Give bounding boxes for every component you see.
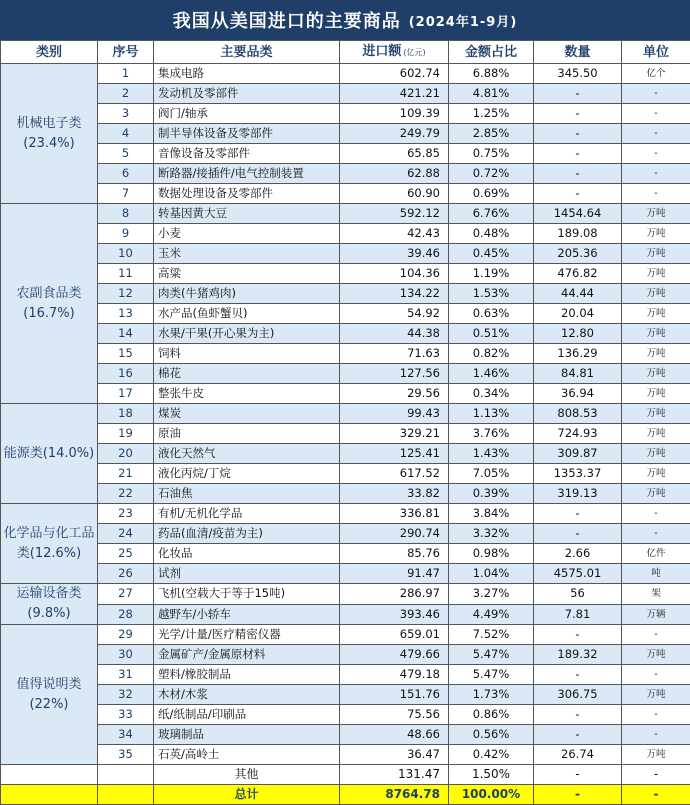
row-unit: 万吨 [622, 424, 690, 444]
row-seq: 17 [98, 384, 154, 404]
row-share: 2.85% [449, 124, 534, 144]
row-quantity: 724.93 [534, 424, 622, 444]
row-import-value: 39.46 [340, 244, 449, 264]
row-share: 1.13% [449, 404, 534, 424]
table-row [1, 705, 690, 725]
table-row [1, 224, 690, 244]
row-share: 1.73% [449, 685, 534, 705]
row-quantity: 189.32 [534, 645, 622, 665]
row-unit: 万吨 [622, 204, 690, 224]
table-row [1, 464, 690, 484]
row-seq: 7 [98, 184, 154, 204]
header-qty: 数量 [534, 41, 622, 64]
row-import-value: 479.18 [340, 665, 449, 685]
table-row [1, 665, 690, 685]
row-quantity: - [534, 184, 622, 204]
header-value-unit: (亿元) [403, 48, 425, 57]
row-seq: 31 [98, 665, 154, 685]
row-item-name: 断路器/接插件/电气控制装置 [154, 164, 340, 184]
row-import-value: 33.82 [340, 484, 449, 504]
row-item-name: 小麦 [154, 224, 340, 244]
table-row [1, 384, 690, 404]
row-import-value: 71.63 [340, 344, 449, 364]
row-unit: 万吨 [622, 384, 690, 404]
row-item-name: 试剂 [154, 564, 340, 584]
table-row [1, 484, 690, 504]
table-row [1, 304, 690, 324]
page-title [0, 0, 690, 40]
table-row [1, 504, 690, 524]
category-label: 农副食品类(16.7%) [1, 204, 98, 404]
other-row [1, 765, 690, 785]
row-quantity: 1353.37 [534, 464, 622, 484]
row-unit: 万吨 [622, 444, 690, 464]
table-row [1, 164, 690, 184]
row-seq: 3 [98, 104, 154, 124]
row-unit: 万吨 [622, 264, 690, 284]
row-import-value: 54.92 [340, 304, 449, 324]
row-item-name: 越野车/小轿车 [154, 604, 340, 625]
row-import-value: 479.66 [340, 645, 449, 665]
row-unit: 吨 [622, 564, 690, 584]
import-table [0, 40, 690, 805]
row-seq: 4 [98, 124, 154, 144]
row-seq: 5 [98, 144, 154, 164]
row-unit: 亿个 [622, 64, 690, 84]
row-import-value: 42.43 [340, 224, 449, 244]
total-label: 总计 [154, 785, 340, 805]
row-import-value: 104.36 [340, 264, 449, 284]
row-share: 0.72% [449, 164, 534, 184]
table-row [1, 645, 690, 665]
row-share: 0.51% [449, 324, 534, 344]
other-unit: - [622, 765, 690, 785]
header-category: 类别 [1, 41, 98, 64]
other-label: 其他 [154, 765, 340, 785]
row-seq: 34 [98, 725, 154, 745]
total-seq-cell [98, 785, 154, 805]
table-row [1, 284, 690, 304]
row-item-name: 整张牛皮 [154, 384, 340, 404]
row-import-value: 127.56 [340, 364, 449, 384]
row-import-value: 91.47 [340, 564, 449, 584]
table-row [1, 544, 690, 564]
row-quantity: 306.75 [534, 685, 622, 705]
row-quantity: - [534, 504, 622, 524]
row-import-value: 36.47 [340, 745, 449, 765]
row-share: 4.49% [449, 604, 534, 625]
category-label: 能源类(14.0%) [1, 404, 98, 504]
total-blank-cell [1, 785, 98, 805]
row-item-name: 液化丙烷/丁烷 [154, 464, 340, 484]
row-import-value: 602.74 [340, 64, 449, 84]
row-item-name: 棉花 [154, 364, 340, 384]
row-unit: 万吨 [622, 404, 690, 424]
other-share: 1.50% [449, 765, 534, 785]
row-item-name: 玉米 [154, 244, 340, 264]
row-quantity: 44.44 [534, 284, 622, 304]
row-seq: 30 [98, 645, 154, 665]
other-seq-cell [98, 765, 154, 785]
row-unit: 万吨 [622, 364, 690, 384]
header-share: 金额占比 [449, 41, 534, 64]
category-label: 值得说明类(22%) [1, 625, 98, 765]
category-label: 化学品与化工品类(12.6%) [1, 504, 98, 584]
row-unit: - [622, 725, 690, 745]
table-row [1, 184, 690, 204]
row-seq: 20 [98, 444, 154, 464]
table-row [1, 424, 690, 444]
row-quantity: - [534, 104, 622, 124]
row-share: 0.86% [449, 705, 534, 725]
row-unit: 万吨 [622, 324, 690, 344]
row-unit: - [622, 124, 690, 144]
row-share: 3.76% [449, 424, 534, 444]
row-unit: 万吨 [622, 745, 690, 765]
row-seq: 12 [98, 284, 154, 304]
table-row [1, 584, 690, 605]
row-unit: - [622, 504, 690, 524]
row-unit: 万吨 [622, 344, 690, 364]
table-row [1, 104, 690, 124]
row-quantity: 345.50 [534, 64, 622, 84]
table-row [1, 604, 690, 625]
row-item-name: 制半导体设备及零部件 [154, 124, 340, 144]
row-import-value: 85.76 [340, 544, 449, 564]
row-import-value: 29.56 [340, 384, 449, 404]
row-seq: 6 [98, 164, 154, 184]
row-import-value: 44.38 [340, 324, 449, 344]
row-import-value: 393.46 [340, 604, 449, 625]
header-row [1, 41, 690, 64]
row-unit: - [622, 524, 690, 544]
row-seq: 2 [98, 84, 154, 104]
row-import-value: 249.79 [340, 124, 449, 144]
row-quantity: 136.29 [534, 344, 622, 364]
category-label: 机械电子类(23.4%) [1, 64, 98, 204]
row-share: 0.56% [449, 725, 534, 745]
row-item-name: 药品(血清/疫苗为主) [154, 524, 340, 544]
row-share: 1.46% [449, 364, 534, 384]
row-unit: 万辆 [622, 604, 690, 625]
row-share: 0.34% [449, 384, 534, 404]
row-item-name: 水产品(鱼虾蟹贝) [154, 304, 340, 324]
row-unit: - [622, 665, 690, 685]
row-unit: - [622, 705, 690, 725]
row-seq: 32 [98, 685, 154, 705]
row-share: 0.42% [449, 745, 534, 765]
table-row [1, 725, 690, 745]
row-quantity: 309.87 [534, 444, 622, 464]
row-unit: 万吨 [622, 464, 690, 484]
row-share: 3.27% [449, 584, 534, 605]
total-row [1, 785, 690, 805]
row-seq: 25 [98, 544, 154, 564]
table-row [1, 244, 690, 264]
row-quantity: - [534, 725, 622, 745]
row-import-value: 659.01 [340, 625, 449, 645]
row-share: 5.47% [449, 645, 534, 665]
row-unit: 万吨 [622, 284, 690, 304]
row-seq: 28 [98, 604, 154, 625]
row-quantity: - [534, 625, 622, 645]
table-row [1, 144, 690, 164]
row-item-name: 转基因黄大豆 [154, 204, 340, 224]
row-seq: 33 [98, 705, 154, 725]
row-unit: 万吨 [622, 224, 690, 244]
row-item-name: 塑料/橡胶制品 [154, 665, 340, 685]
row-quantity: - [534, 665, 622, 685]
row-import-value: 109.39 [340, 104, 449, 124]
row-quantity: 36.94 [534, 384, 622, 404]
table-row [1, 204, 690, 224]
row-share: 1.43% [449, 444, 534, 464]
row-quantity: - [534, 705, 622, 725]
table-row [1, 364, 690, 384]
row-quantity: 189.08 [534, 224, 622, 244]
table-row [1, 524, 690, 544]
row-seq: 14 [98, 324, 154, 344]
row-seq: 24 [98, 524, 154, 544]
row-share: 0.39% [449, 484, 534, 504]
row-unit: 万吨 [622, 244, 690, 264]
row-seq: 23 [98, 504, 154, 524]
row-import-value: 290.74 [340, 524, 449, 544]
row-seq: 16 [98, 364, 154, 384]
row-item-name: 金属矿产/金属原材料 [154, 645, 340, 665]
total-unit: - [622, 785, 690, 805]
row-seq: 13 [98, 304, 154, 324]
table-row [1, 324, 690, 344]
table-row [1, 264, 690, 284]
table-row [1, 745, 690, 765]
row-share: 7.05% [449, 464, 534, 484]
row-seq: 19 [98, 424, 154, 444]
row-seq: 29 [98, 625, 154, 645]
row-unit: 万吨 [622, 685, 690, 705]
row-share: 5.47% [449, 665, 534, 685]
header-value-label: 进口额 [362, 44, 401, 59]
row-share: 1.19% [449, 264, 534, 284]
row-import-value: 286.97 [340, 584, 449, 605]
row-quantity: 26.74 [534, 745, 622, 765]
header-item: 主要品类 [154, 41, 340, 64]
header-seq: 序号 [98, 41, 154, 64]
row-import-value: 336.81 [340, 504, 449, 524]
row-share: 6.76% [449, 204, 534, 224]
table-row [1, 444, 690, 464]
row-item-name: 音像设备及零部件 [154, 144, 340, 164]
row-unit: - [622, 184, 690, 204]
row-share: 0.69% [449, 184, 534, 204]
row-import-value: 75.56 [340, 705, 449, 725]
row-share: 7.52% [449, 625, 534, 645]
table-row [1, 344, 690, 364]
row-seq: 11 [98, 264, 154, 284]
header-unit: 单位 [622, 41, 690, 64]
row-share: 3.32% [449, 524, 534, 544]
table-body [1, 64, 690, 805]
row-import-value: 151.76 [340, 685, 449, 705]
row-seq: 8 [98, 204, 154, 224]
row-quantity: 1454.64 [534, 204, 622, 224]
table-row [1, 64, 690, 84]
row-item-name: 玻璃制品 [154, 725, 340, 745]
total-quantity: - [534, 785, 622, 805]
row-item-name: 集成电路 [154, 64, 340, 84]
row-seq: 35 [98, 745, 154, 765]
row-share: 0.98% [449, 544, 534, 564]
row-unit: 亿件 [622, 544, 690, 564]
row-item-name: 饲料 [154, 344, 340, 364]
row-share: 0.75% [449, 144, 534, 164]
row-quantity: 12.80 [534, 324, 622, 344]
row-import-value: 134.22 [340, 284, 449, 304]
row-share: 4.81% [449, 84, 534, 104]
row-import-value: 62.88 [340, 164, 449, 184]
row-seq: 15 [98, 344, 154, 364]
row-seq: 9 [98, 224, 154, 244]
row-seq: 22 [98, 484, 154, 504]
title-subtitle: (2024年1-9月) [409, 11, 518, 30]
row-item-name: 有机/无机化学品 [154, 504, 340, 524]
row-import-value: 65.85 [340, 144, 449, 164]
row-share: 0.45% [449, 244, 534, 264]
row-import-value: 48.66 [340, 725, 449, 745]
table-row [1, 84, 690, 104]
row-unit: - [622, 144, 690, 164]
row-unit: 架 [622, 584, 690, 605]
total-share: 100.00% [449, 785, 534, 805]
row-quantity: 7.81 [534, 604, 622, 625]
row-quantity: - [534, 84, 622, 104]
row-share: 1.25% [449, 104, 534, 124]
row-share: 3.84% [449, 504, 534, 524]
row-item-name: 光学/计量/医疗精密仪器 [154, 625, 340, 645]
row-import-value: 421.21 [340, 84, 449, 104]
row-item-name: 水果/干果(开心果为主) [154, 324, 340, 344]
row-share: 0.48% [449, 224, 534, 244]
row-unit: - [622, 84, 690, 104]
row-quantity: 20.04 [534, 304, 622, 324]
row-quantity: - [534, 124, 622, 144]
row-quantity: 4575.01 [534, 564, 622, 584]
category-label: 运输设备类(9.8%) [1, 584, 98, 625]
row-quantity: 2.66 [534, 544, 622, 564]
other-quantity: - [534, 765, 622, 785]
row-item-name: 数据处理设备及零部件 [154, 184, 340, 204]
table-row [1, 625, 690, 645]
row-item-name: 飞机(空载大于等于15吨) [154, 584, 340, 605]
row-share: 0.82% [449, 344, 534, 364]
row-item-name: 发动机及零部件 [154, 84, 340, 104]
total-value: 8764.78 [340, 785, 449, 805]
row-share: 0.63% [449, 304, 534, 324]
row-item-name: 化妆品 [154, 544, 340, 564]
row-import-value: 592.12 [340, 204, 449, 224]
table-row [1, 685, 690, 705]
row-item-name: 肉类(牛猪鸡肉) [154, 284, 340, 304]
row-unit: 万吨 [622, 645, 690, 665]
row-unit: - [622, 625, 690, 645]
row-item-name: 石英/高岭土 [154, 745, 340, 765]
row-seq: 27 [98, 584, 154, 605]
table-row [1, 404, 690, 424]
row-seq: 10 [98, 244, 154, 264]
row-quantity: - [534, 164, 622, 184]
row-unit: 万吨 [622, 304, 690, 324]
row-quantity: 84.81 [534, 364, 622, 384]
row-quantity: 56 [534, 584, 622, 605]
row-unit: 万吨 [622, 484, 690, 504]
row-import-value: 125.41 [340, 444, 449, 464]
row-share: 1.04% [449, 564, 534, 584]
other-blank-cell [1, 765, 98, 785]
header-value [340, 41, 449, 64]
row-import-value: 60.90 [340, 184, 449, 204]
table-row [1, 124, 690, 144]
row-item-name: 液化天然气 [154, 444, 340, 464]
row-item-name: 石油焦 [154, 484, 340, 504]
title-main: 我国从美国进口的主要商品 [173, 7, 401, 33]
row-item-name: 阀门/轴承 [154, 104, 340, 124]
row-seq: 18 [98, 404, 154, 424]
row-item-name: 木材/木浆 [154, 685, 340, 705]
row-item-name: 煤炭 [154, 404, 340, 424]
row-quantity: 476.82 [534, 264, 622, 284]
row-quantity: 808.53 [534, 404, 622, 424]
row-share: 1.53% [449, 284, 534, 304]
row-item-name: 原油 [154, 424, 340, 444]
row-item-name: 纸/纸制品/印刷品 [154, 705, 340, 725]
row-quantity: - [534, 524, 622, 544]
table-row [1, 564, 690, 584]
row-quantity: - [534, 144, 622, 164]
row-quantity: 319.13 [534, 484, 622, 504]
row-item-name: 高粱 [154, 264, 340, 284]
row-import-value: 329.21 [340, 424, 449, 444]
row-unit: - [622, 164, 690, 184]
other-value: 131.47 [340, 765, 449, 785]
row-import-value: 99.43 [340, 404, 449, 424]
row-seq: 1 [98, 64, 154, 84]
row-seq: 26 [98, 564, 154, 584]
row-quantity: 205.36 [534, 244, 622, 264]
row-seq: 21 [98, 464, 154, 484]
row-share: 6.88% [449, 64, 534, 84]
row-import-value: 617.52 [340, 464, 449, 484]
row-unit: - [622, 104, 690, 124]
